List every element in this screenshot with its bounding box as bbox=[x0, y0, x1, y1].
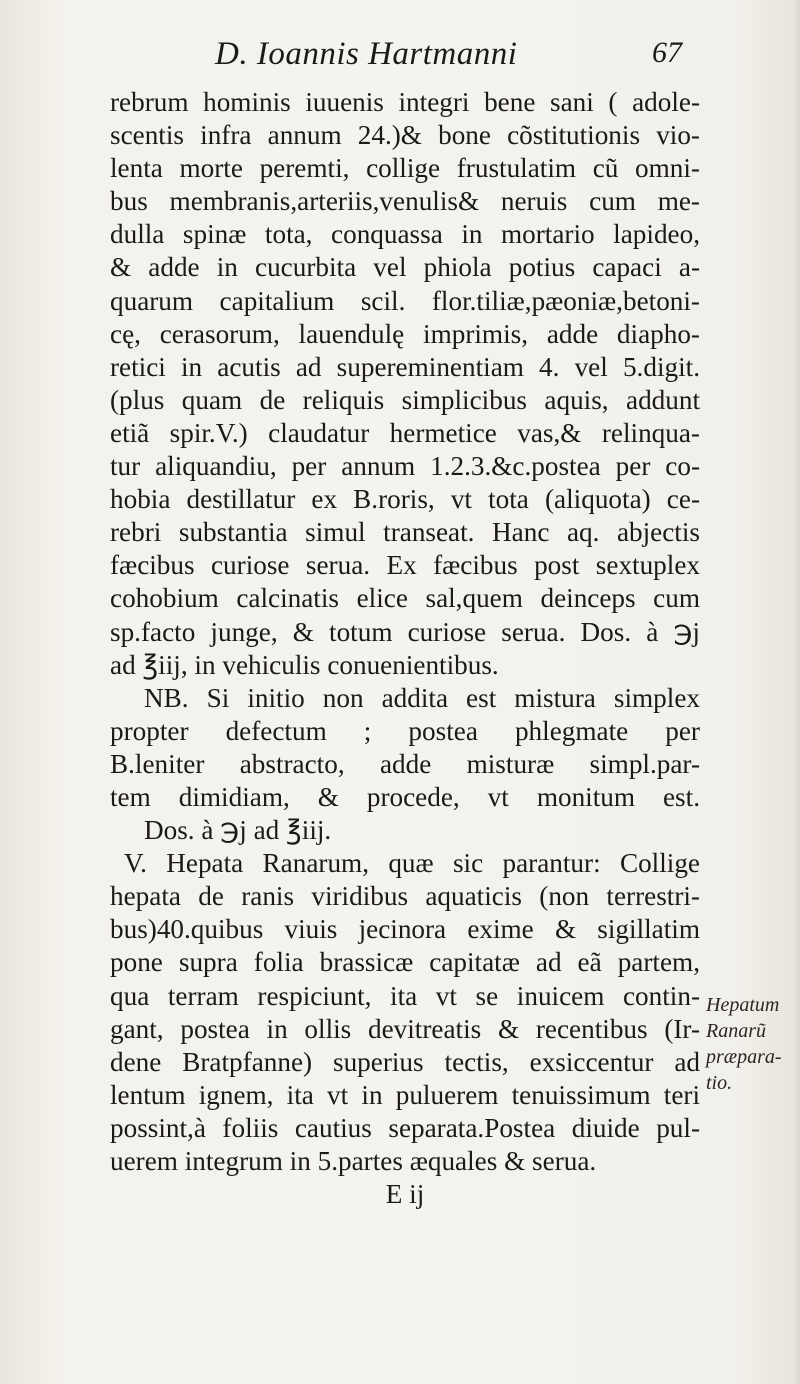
text-line: sp.facto junge, & totum curiose serua. Dos. à ℈j bbox=[110, 616, 700, 647]
text-line: ad ℥iij, in vehiculis conuenientibus. bbox=[110, 649, 499, 680]
text-line: bus membranis,arteriis,venulis& neruis cum me- bbox=[110, 186, 700, 217]
text-line: B.leniter abstracto, adde misturæ simpl.par- bbox=[110, 748, 700, 779]
signature-mark: E ij bbox=[385, 1179, 425, 1210]
text-line: lenta morte peremti, collige frustulatim cũ omni- bbox=[110, 153, 700, 184]
margin-note-line: præpara- bbox=[706, 1046, 782, 1068]
text-line: hobia destillatur ex B.roris, vt tota (aliquota) ce- bbox=[110, 484, 700, 515]
margin-note-line: Hepatum bbox=[706, 994, 780, 1016]
text-line: bus)40.quibus viuis jecinora exime & sigillatim bbox=[110, 914, 700, 945]
text-line: rebri substantia simul transeat. Hanc aq. abjectis bbox=[110, 517, 700, 548]
running-head bbox=[0, 36, 800, 76]
section-heading-line: V. Hepata Ranarum, quæ sic parantur: Collige bbox=[124, 848, 700, 879]
margin-note-line: tio. bbox=[706, 1072, 733, 1094]
margin-note-line: Ranarũ bbox=[706, 1020, 766, 1042]
text-line: cohobium calcinatis elice sal,quem deinceps cum bbox=[110, 583, 700, 614]
text-line: qua terram respiciunt, ita vt se inuicem contin- bbox=[110, 980, 700, 1011]
text-line: dene Bratpfanne) superius tectis, exsiccentur ad bbox=[110, 1046, 700, 1077]
text-line: (plus quam de reliquis simplicibus aquis, addunt bbox=[110, 384, 700, 415]
nota-bene-line: NB. Si initio non addita est mistura simplex bbox=[144, 682, 700, 713]
text-line: quarum capitalium scil. flor.tiliæ,pæoniæ,betoni- bbox=[110, 285, 700, 316]
text-line: retici in acutis ad supereminentiam 4. vel 5.digit. bbox=[110, 351, 700, 382]
text-line: rebrum hominis iuuenis integri bene sani ( adole- bbox=[110, 87, 700, 117]
text-line: propter defectum ; postea phlegmate per bbox=[110, 715, 700, 746]
text-line: dulla spinæ tota, conquassa in mortario lapideo, bbox=[110, 219, 700, 250]
text-line: gant, postea in ollis devitreatis & recentibus (Ir- bbox=[110, 1013, 700, 1044]
text-line: cę, cerasorum, lauendulę imprimis, adde diapho- bbox=[110, 318, 700, 349]
text-line: possint,à foliis cautius separata.Postea diuide pul- bbox=[110, 1112, 700, 1143]
text-line: uerem integrum in 5.partes æquales & serua. bbox=[110, 1146, 597, 1176]
text-line: scentis infra annum 24.)& bone cõstitutionis vio- bbox=[110, 120, 700, 151]
page-number: 67 bbox=[652, 36, 682, 69]
running-head-title: D. Ioannis Hartmanni bbox=[215, 36, 518, 72]
text-line: fæcibus curiose serua. Ex fæcibus post sextuplex bbox=[110, 550, 700, 581]
text-line: pone supra folia brassicæ capitatæ ad eã partem, bbox=[110, 947, 700, 978]
text-line: hepata de ranis viridibus aquaticis (non terrestri- bbox=[110, 881, 700, 912]
text-line: lentum ignem, ita vt in puluerem tenuissimum teri bbox=[110, 1079, 700, 1110]
text-line: & adde in cucurbita vel phiola potius capaci a- bbox=[110, 252, 700, 283]
page-edge-shadow bbox=[794, 0, 800, 1384]
dose-line: Dos. à ℈j ad ℥iij. bbox=[144, 815, 332, 846]
margin-note bbox=[706, 992, 796, 1096]
text-line: tem dimidiam, & procede, vt monitum est. bbox=[110, 781, 700, 812]
text-line: etiã spir.V.) claudatur hermetice vas,& relinqua- bbox=[110, 417, 700, 448]
body-text bbox=[110, 86, 700, 1211]
text-line: tur aliquandiu, per annum 1.2.3.&c.postea per co- bbox=[110, 451, 700, 482]
